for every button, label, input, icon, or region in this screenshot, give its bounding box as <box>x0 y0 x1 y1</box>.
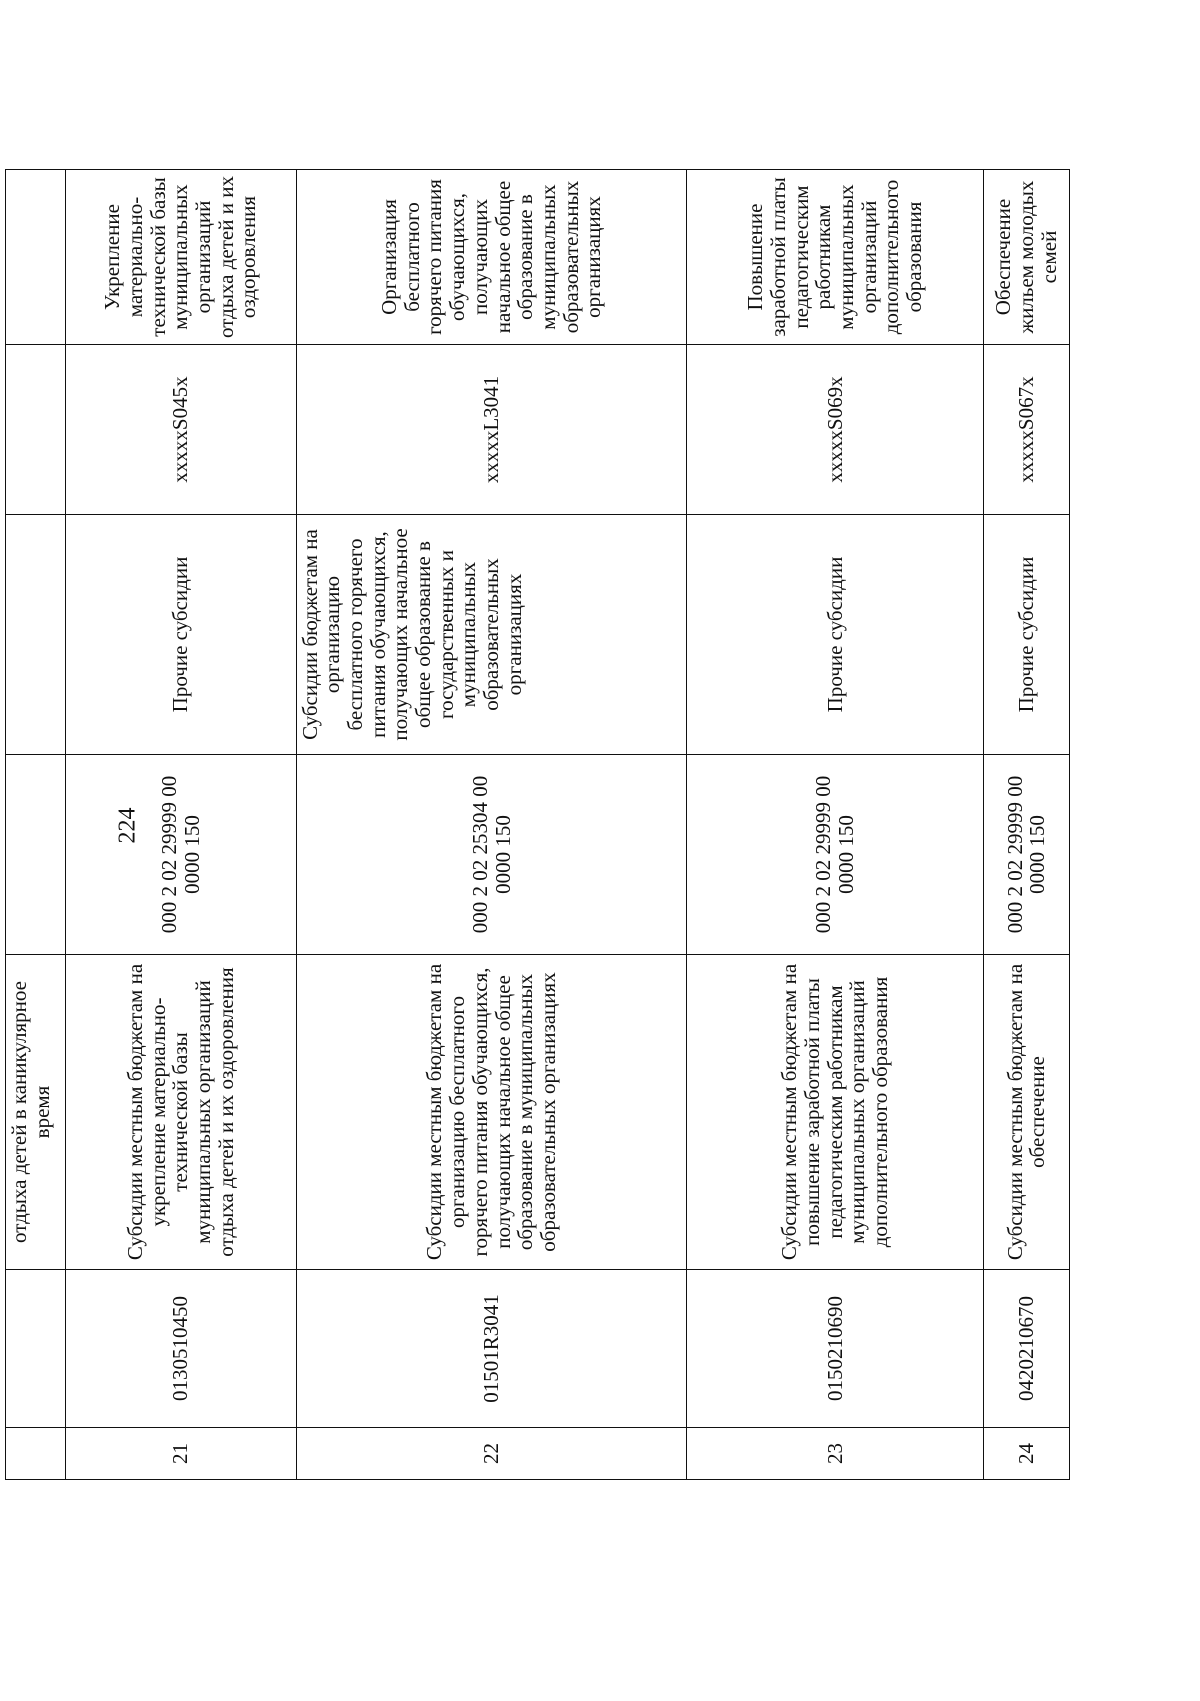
cell-purpose: Организация бесплатного горячего питания обучающихся, получающих начальное общее образование в муниципальных образовательных организациях <box>296 170 687 345</box>
cell-target: xxxxxS069x <box>687 345 983 515</box>
subsidy-table-frame <box>5 170 1070 1480</box>
cell-n: 24 <box>983 1428 1069 1480</box>
cell-name: Прочие субсидии <box>687 515 983 755</box>
cell-n: 22 <box>296 1428 687 1480</box>
table-row <box>983 170 1069 1480</box>
cell-kbk: 000 2 02 29999 00 0000 150 <box>65 755 296 955</box>
cell-kbk: 000 2 02 29999 00 0000 150 <box>983 755 1069 955</box>
cell-desc: отдыха детей в каникулярное время <box>6 955 66 1270</box>
cell-code: 0130510450 <box>65 1270 296 1428</box>
cell-purpose: Повышение заработной платы педагогическим работникам муниципальных организаций дополнительного образования <box>687 170 983 345</box>
table-row <box>296 170 687 1480</box>
page-number: 224 <box>114 807 141 844</box>
cell-code: 0150210690 <box>687 1270 983 1428</box>
cell-n: 21 <box>65 1428 296 1480</box>
table-row <box>65 170 296 1480</box>
cell-n <box>6 1428 66 1480</box>
cell-code: 01501R3041 <box>296 1270 687 1428</box>
cell-name: Прочие субсидии <box>65 515 296 755</box>
cell-n: 23 <box>687 1428 983 1480</box>
cell-desc: Субсидии местным бюджетам на укрепление материально-технической базы муниципальных организаций отдыха детей и их оздоровления <box>65 955 296 1270</box>
cell-name: Субсидии бюджетам на организацию бесплатного горячего питания обучающихся, получающих начальное общее образование в государственных и муниципальных образовательных организациях <box>296 515 687 755</box>
subsidy-table <box>5 169 1070 1480</box>
cell-target: xxxxxS045x <box>65 345 296 515</box>
cell-target: xxxxxL3041 <box>296 345 687 515</box>
cell-kbk <box>6 755 66 955</box>
cell-code: 0420210670 <box>983 1270 1069 1428</box>
cell-code <box>6 1270 66 1428</box>
cell-name: Прочие субсидии <box>983 515 1069 755</box>
cell-target: xxxxxS067x <box>983 345 1069 515</box>
table-row-continuation <box>6 170 66 1480</box>
cell-desc: Субсидии местным бюджетам на обеспечение <box>983 955 1069 1270</box>
cell-name <box>6 515 66 755</box>
cell-purpose: Обеспечение жильем молодых семей <box>983 170 1069 345</box>
cell-desc: Субсидии местным бюджетам на организацию бесплатного горячего питания обучающихся, получающих начальное общее образование в муниципальных образовательных организациях <box>296 955 687 1270</box>
table-row <box>687 170 983 1480</box>
cell-target <box>6 345 66 515</box>
cell-desc: Субсидии местным бюджетам на повышение заработной платы педагогическим работникам муниципальных организаций дополнительного образования <box>687 955 983 1270</box>
cell-kbk: 000 2 02 25304 00 0000 150 <box>296 755 687 955</box>
cell-kbk: 000 2 02 29999 00 0000 150 <box>687 755 983 955</box>
cell-purpose <box>6 170 66 345</box>
cell-purpose: Укрепление материально-технической базы муниципальных организаций отдыха детей и их оздоровления <box>65 170 296 345</box>
